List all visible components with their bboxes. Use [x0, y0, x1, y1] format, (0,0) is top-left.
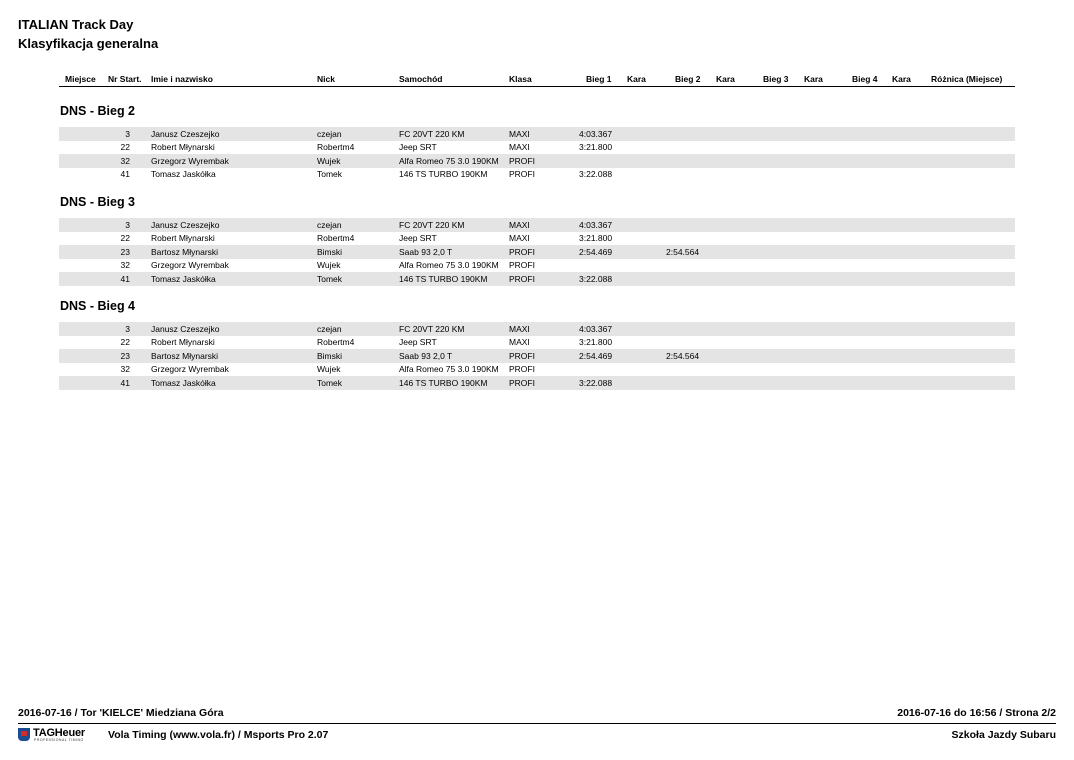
header-roznica: Różnica (Miejsce): [931, 74, 1003, 84]
header-kara2: Kara: [716, 74, 735, 84]
cell-car: Alfa Romeo 75 3.0 190KM: [399, 260, 499, 270]
cell-car: Jeep SRT: [399, 337, 437, 347]
cell-nick: Tomek: [317, 169, 343, 179]
header-nick: Nick: [317, 74, 335, 84]
table-row: [59, 259, 1015, 273]
cell-nick: Tomek: [317, 273, 343, 284]
cell-nr: 23: [120, 350, 130, 361]
cell-car: FC 20VT 220 KM: [399, 128, 465, 139]
logo-sub: PROFESSIONAL TIMING: [34, 738, 84, 742]
cell-nick: czejan: [317, 128, 342, 139]
header-car: Samochód: [399, 74, 443, 84]
cell-car: 146 TS TURBO 190KM: [399, 169, 488, 179]
cell-nr: 32: [120, 155, 130, 166]
cell-name: Tomasz Jaskółka: [151, 169, 216, 179]
header-bieg1: Bieg 1: [586, 74, 612, 84]
document-subtitle: Klasyfikacja generalna: [18, 36, 159, 51]
cell-class: MAXI: [509, 233, 530, 243]
tagheuer-logo: [18, 727, 106, 743]
cell-bieg1: 3:21.800: [579, 233, 613, 243]
cell-car: 146 TS TURBO 190KM: [399, 273, 488, 284]
cell-car: Jeep SRT: [399, 233, 437, 243]
header-class: Klasa: [509, 74, 532, 84]
cell-nr: 3: [125, 323, 130, 334]
cell-bieg1: 4:03.367: [579, 323, 613, 334]
cell-nr: 41: [120, 273, 130, 284]
cell-nr: 41: [120, 377, 130, 388]
footer-organizer: Szkoła Jazdy Subaru: [951, 729, 1056, 741]
cell-nr: 3: [125, 219, 130, 230]
table-row: [59, 363, 1015, 377]
cell-bieg2: 2:54.564: [666, 246, 700, 257]
table-row: [59, 168, 1015, 182]
header-bieg4: Bieg 4: [852, 74, 878, 84]
cell-name: Bartosz Młynarski: [151, 350, 219, 361]
footer-event: 2016-07-16 / Tor 'KIELCE' Miedziana Góra: [18, 707, 224, 719]
section-title: DNS - Bieg 4: [60, 299, 136, 313]
cell-bieg1: 3:22.088: [579, 273, 613, 284]
cell-nr: 3: [125, 128, 130, 139]
cell-class: MAXI: [509, 323, 530, 334]
cell-bieg1: 2:54.469: [579, 246, 613, 257]
cell-bieg1: 3:22.088: [579, 169, 613, 179]
table-row: [59, 154, 1015, 168]
cell-nick: czejan: [317, 323, 342, 334]
cell-class: PROFI: [509, 260, 535, 270]
cell-nr: 32: [120, 364, 130, 374]
cell-car: FC 20VT 220 KM: [399, 323, 465, 334]
cell-name: Robert Młynarski: [151, 142, 215, 152]
cell-nick: Bimski: [317, 246, 343, 257]
cell-class: MAXI: [509, 128, 530, 139]
cell-bieg1: 3:21.800: [579, 142, 613, 152]
cell-nr: 22: [120, 337, 130, 347]
header-kara4: Kara: [892, 74, 911, 84]
cell-bieg2: 2:54.564: [666, 350, 700, 361]
section-title: DNS - Bieg 3: [60, 195, 136, 209]
cell-car: Saab 93 2,0 T: [399, 246, 453, 257]
table-row: [59, 141, 1015, 155]
table-row: [59, 336, 1015, 350]
cell-nick: Bimski: [317, 350, 343, 361]
cell-name: Grzegorz Wyrembak: [151, 155, 229, 166]
cell-nr: 22: [120, 233, 130, 243]
cell-class: PROFI: [509, 377, 535, 388]
section-rows: [59, 322, 1015, 390]
table-row: [59, 322, 1015, 336]
cell-nick: Wujek: [317, 364, 341, 374]
cell-name: Robert Młynarski: [151, 337, 215, 347]
header-kara1: Kara: [627, 74, 646, 84]
cell-class: MAXI: [509, 219, 530, 230]
cell-name: Grzegorz Wyrembak: [151, 260, 229, 270]
cell-car: 146 TS TURBO 190KM: [399, 377, 488, 388]
cell-car: Saab 93 2,0 T: [399, 350, 453, 361]
cell-name: Grzegorz Wyrembak: [151, 364, 229, 374]
cell-bieg1: 3:21.800: [579, 337, 613, 347]
cell-name: Robert Młynarski: [151, 233, 215, 243]
cell-nr: 32: [120, 260, 130, 270]
cell-class: PROFI: [509, 364, 535, 374]
cell-class: PROFI: [509, 350, 535, 361]
header-name: Imie i nazwisko: [151, 74, 213, 84]
section-rows: [59, 127, 1015, 181]
header-miejsce: Miejsce: [65, 74, 96, 84]
table-row: [59, 349, 1015, 363]
table-header: [59, 72, 1015, 87]
header-kara3: Kara: [804, 74, 823, 84]
document-title: ITALIAN Track Day: [18, 17, 134, 32]
cell-name: Tomasz Jaskółka: [151, 377, 216, 388]
cell-nr: 23: [120, 246, 130, 257]
cell-class: PROFI: [509, 155, 535, 166]
cell-nick: czejan: [317, 219, 342, 230]
cell-nick: Wujek: [317, 260, 341, 270]
footer-timing: Vola Timing (www.vola.fr) / Msports Pro 2.07: [108, 729, 329, 741]
cell-car: FC 20VT 220 KM: [399, 219, 465, 230]
section-rows: [59, 218, 1015, 286]
table-row: [59, 245, 1015, 259]
cell-class: MAXI: [509, 337, 530, 347]
cell-class: MAXI: [509, 142, 530, 152]
cell-name: Janusz Czeszejko: [151, 219, 220, 230]
header-bieg2: Bieg 2: [675, 74, 701, 84]
cell-bieg1: 2:54.469: [579, 350, 613, 361]
cell-class: PROFI: [509, 169, 535, 179]
table-row: [59, 127, 1015, 141]
cell-name: Janusz Czeszejko: [151, 128, 220, 139]
cell-nr: 41: [120, 169, 130, 179]
table-row: [59, 272, 1015, 286]
cell-name: Janusz Czeszejko: [151, 323, 220, 334]
section-title: DNS - Bieg 2: [60, 104, 136, 118]
cell-nick: Wujek: [317, 155, 341, 166]
footer-printed: 2016-07-16 do 16:56 / Strona 2/2: [897, 707, 1056, 719]
cell-nick: Robertm4: [317, 337, 355, 347]
cell-class: PROFI: [509, 246, 535, 257]
cell-nick: Tomek: [317, 377, 343, 388]
footer-divider: [18, 723, 1056, 724]
cell-car: Alfa Romeo 75 3.0 190KM: [399, 364, 499, 374]
cell-car: Alfa Romeo 75 3.0 190KM: [399, 155, 499, 166]
logo-brand: TAGHeuer: [33, 727, 85, 739]
cell-name: Bartosz Młynarski: [151, 246, 219, 257]
header-nr: Nr Start.: [108, 74, 142, 84]
table-row: [59, 232, 1015, 246]
cell-car: Jeep SRT: [399, 142, 437, 152]
cell-bieg1: 3:22.088: [579, 377, 613, 388]
cell-nr: 22: [120, 142, 130, 152]
cell-nick: Robertm4: [317, 142, 355, 152]
cell-bieg1: 4:03.367: [579, 219, 613, 230]
cell-bieg1: 4:03.367: [579, 128, 613, 139]
cell-class: PROFI: [509, 273, 535, 284]
table-row: [59, 218, 1015, 232]
tagheuer-shield-icon: [18, 728, 30, 741]
header-bieg3: Bieg 3: [763, 74, 789, 84]
cell-nick: Robertm4: [317, 233, 355, 243]
cell-name: Tomasz Jaskółka: [151, 273, 216, 284]
table-row: [59, 376, 1015, 390]
